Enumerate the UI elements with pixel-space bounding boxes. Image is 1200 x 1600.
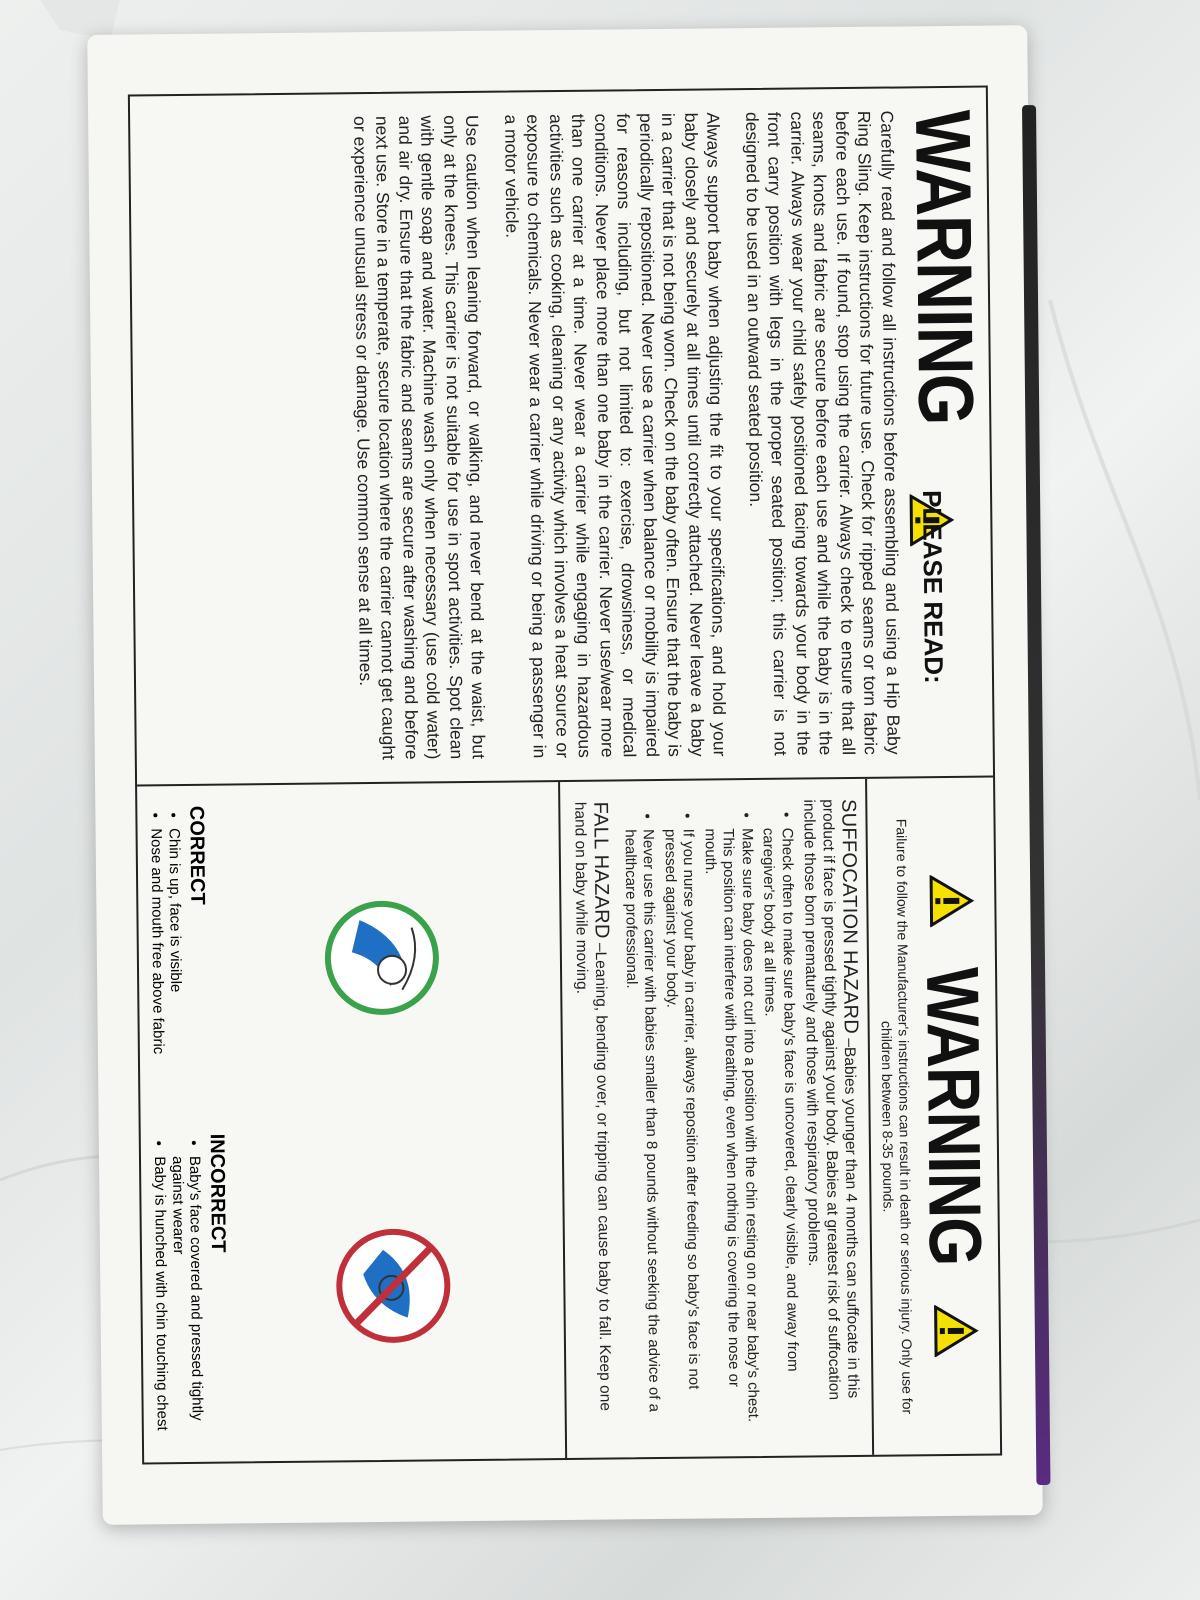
instruction-paragraph: Always support baby when adjusting the fit to your specifications, and hold your baby closely and securely at all times until correctly attached. Never leave a baby in a carrier that is not being worn. Check on the baby often. Ensure that the baby is periodically repositioned. Never use a carrier when balance or mobility is impaired for reasons including, but not limited to: exercise, drowsiness, or medical conditions. Never place more than one baby in the carrier. Never use/wear more than one carrier at a time. Never wear a carrier while engaging in hazardous activities such as cooking, cleaning or any activity which involves a heat source or exposure to chemicals. Never wear a carrier while driving or being a passenger in a motor vehicle. (501, 112, 731, 759)
fall-hazard (571, 802, 617, 1438)
warning-triangle-icon (933, 1305, 980, 1357)
suffocation-title: SUFFOCATION HAZARD (837, 798, 862, 1035)
list-item: • Baby's face covered and pressed tightly against wearer (168, 1156, 206, 1442)
instruction-paragraph: Carefully read and follow all instructions before assembling and using a Hip Baby Ring Sling. Keep instructions for future use. Check for ripped seams or torn fabric before each use. If found, stop using the carrier. Always check to ensure that all seams, knots and fabric are secure before each use and while the baby is in the carrier. Always wear your child safely positioned facing towards your body in the front carry position with legs in the proper seated position; this carrier is not designed to be used in an outward seated position. (742, 110, 904, 756)
list-item: • Check often to make sure baby's face is uncovered, clearly visible, and away from caregiver's body at all times. (759, 828, 802, 1436)
instruction-card (87, 25, 1043, 1525)
hazard-section (559, 779, 873, 1458)
please-read-label: PLEASE READ: (917, 489, 950, 684)
correct-example (147, 802, 552, 1114)
suffocation-text: –Babies younger than 4 months can suffocate in this product if face is pressed tightly against your body. Babies at greatest risk of suffocation include those born prematurely and those with respiratory problems. (800, 799, 862, 1401)
instruction-paragraph: Use caution when leaning forward, or walking, and never bend at the waist, but only at the knees. This carrier is not suitable for use in sport activities. Spot clean with gentle soap and water. Machine wash only when necessary (use cold water) and air dry. Ensure that the fabric and seams are secure after washing and before next use. Store in a temperate, secure location where the carrier cannot get caught or experience unusual stress or damage. Use common sense at all times. (350, 114, 490, 760)
left-warning-heading: WARNING (899, 109, 991, 425)
warning-subtitle: Failure to follow the Manufacturer's instructions can result in death or serious injury. Only use for children between 8-35 pounds. (878, 818, 916, 1415)
correct-position-icon (321, 897, 442, 1018)
position-examples (137, 782, 566, 1462)
list-item: • Never use this carrier with babies smaller than 8 pounds without seeking the advice of a healthcare professional. (620, 829, 663, 1437)
fall-title: FALL HAZARD (589, 801, 614, 939)
hazard-bullets (620, 800, 802, 1438)
correct-list (147, 806, 185, 1114)
incorrect-position-icon (333, 1225, 454, 1346)
list-item: • Chin is up, face is visible (165, 828, 185, 1114)
suffocation-hazard (799, 799, 864, 1436)
correct-label: CORRECT (185, 805, 209, 905)
warning-triangle-icon (928, 874, 975, 926)
list-item: • Baby is hunched with chin touching chest (151, 1156, 171, 1442)
left-title-row (899, 109, 991, 755)
list-item: • Nose and mouth free above fabric (148, 828, 168, 1114)
right-warning-column (137, 778, 1000, 1463)
warning-frame (128, 86, 1002, 1465)
incorrect-label: INCORRECT (206, 1133, 230, 1253)
warning-sheet (128, 86, 1002, 1465)
list-item: • If you nurse your baby in carrier, always reposition after feeding so baby's face is not pressed against your body. (660, 829, 703, 1437)
right-warning-heading: WARNING (911, 966, 998, 1266)
left-warning-column (130, 88, 993, 787)
incorrect-example (151, 1130, 556, 1442)
fall-text: –Leaning, bending over, or tripping can cause baby to fall. Keep one hand on baby while moving. (571, 801, 615, 1411)
list-item: • Make sure baby does not curl into a position with the chin resting on or near baby's chest. This position can interfere with breathing, even when nothing is covering the nose or mouth. (700, 828, 762, 1437)
right-header (865, 778, 1000, 1455)
card-edge (1022, 105, 1050, 1485)
incorrect-list (151, 1134, 207, 1443)
